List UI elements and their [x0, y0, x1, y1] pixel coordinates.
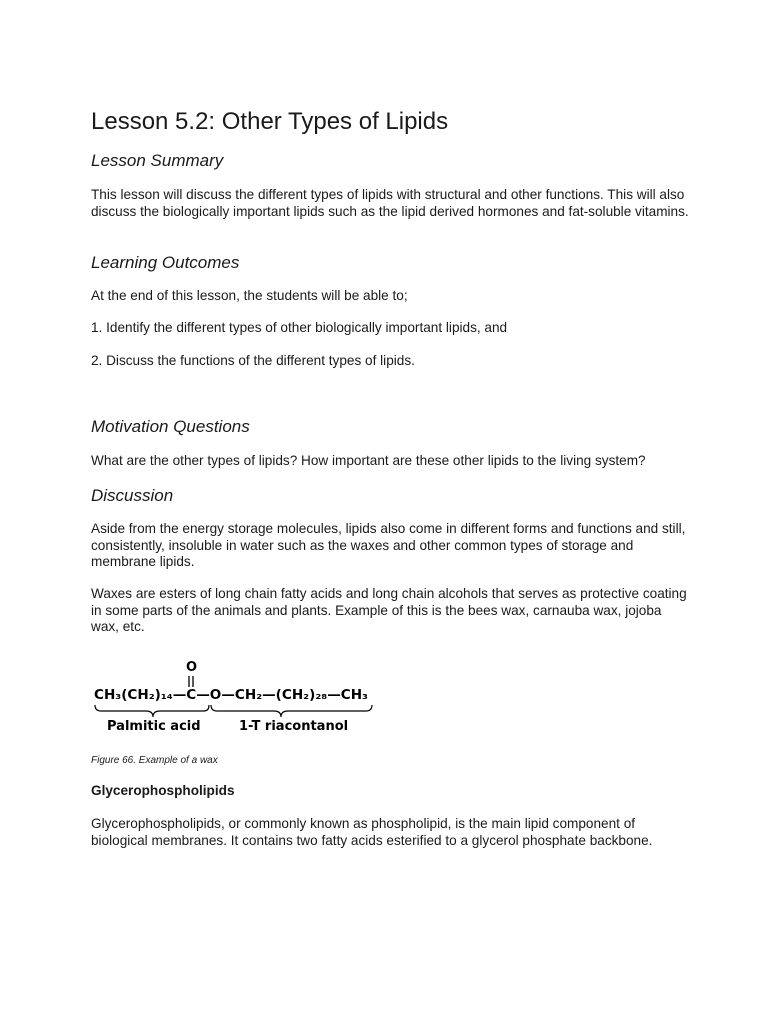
wax-structure-figure	[91, 655, 391, 741]
discussion-paragraph-1: Aside from the energy storage molecules, lipids also come in different forms and functions and still, consistently, insoluble in water such as the waxes and other common types of storage and membrane lipids.	[91, 521, 686, 569]
glycerophospholipids-text: Glycerophospholipids, or commonly known as phospholipid, is the main lipid component of biological membranes. It contains two fatty acids esterified to a glycerol phosphate backbone.	[91, 816, 653, 848]
learning-outcomes-intro: At the end of this lesson, the students will be able to;	[91, 288, 408, 303]
figure-caption: Figure 66. Example of a wax	[91, 755, 218, 766]
outcome-item-2: 2. Discuss the functions of the different types of lipids.	[91, 353, 415, 368]
discussion-heading: Discussion	[91, 486, 174, 505]
oxygen-atom-label: O	[186, 660, 198, 675]
learning-outcomes-heading: Learning Outcomes	[91, 253, 240, 272]
palmitic-acid-brace	[95, 705, 209, 717]
discussion-paragraph-2: Waxes are esters of long chain fatty acids and long chain alcohols that serves as protective coating in some parts of the animals and plants. Example of this is the bees wax, carnauba wax, jojoba wax, etc.	[91, 586, 687, 634]
motivation-questions-heading: Motivation Questions	[91, 417, 250, 436]
wax-formula: CH₃(CH₂)₁₄—C—O—CH₂—(CH₂)₂₈—CH₃	[94, 688, 368, 703]
triacontanol-label: 1-T riacontanol	[239, 719, 349, 734]
lesson-summary-text: This lesson will discuss the different types of lipids with structural and other functions. This will also discuss the biologically important lipids such as the lipid derived hormones and fat-soluble vitamins.	[91, 187, 689, 219]
palmitic-acid-label: Palmitic acid	[107, 719, 201, 734]
glycerophospholipids-heading: Glycerophospholipids	[91, 783, 235, 798]
triacontanol-brace	[211, 705, 372, 717]
outcome-item-1: 1. Identify the different types of other biologically important lipids, and	[91, 320, 508, 335]
lesson-title: Lesson 5.2: Other Types of Lipids	[91, 108, 449, 135]
motivation-questions-text: What are the other types of lipids? How important are these other lipids to the living system?	[91, 453, 646, 468]
lesson-summary-heading: Lesson Summary	[91, 151, 224, 170]
